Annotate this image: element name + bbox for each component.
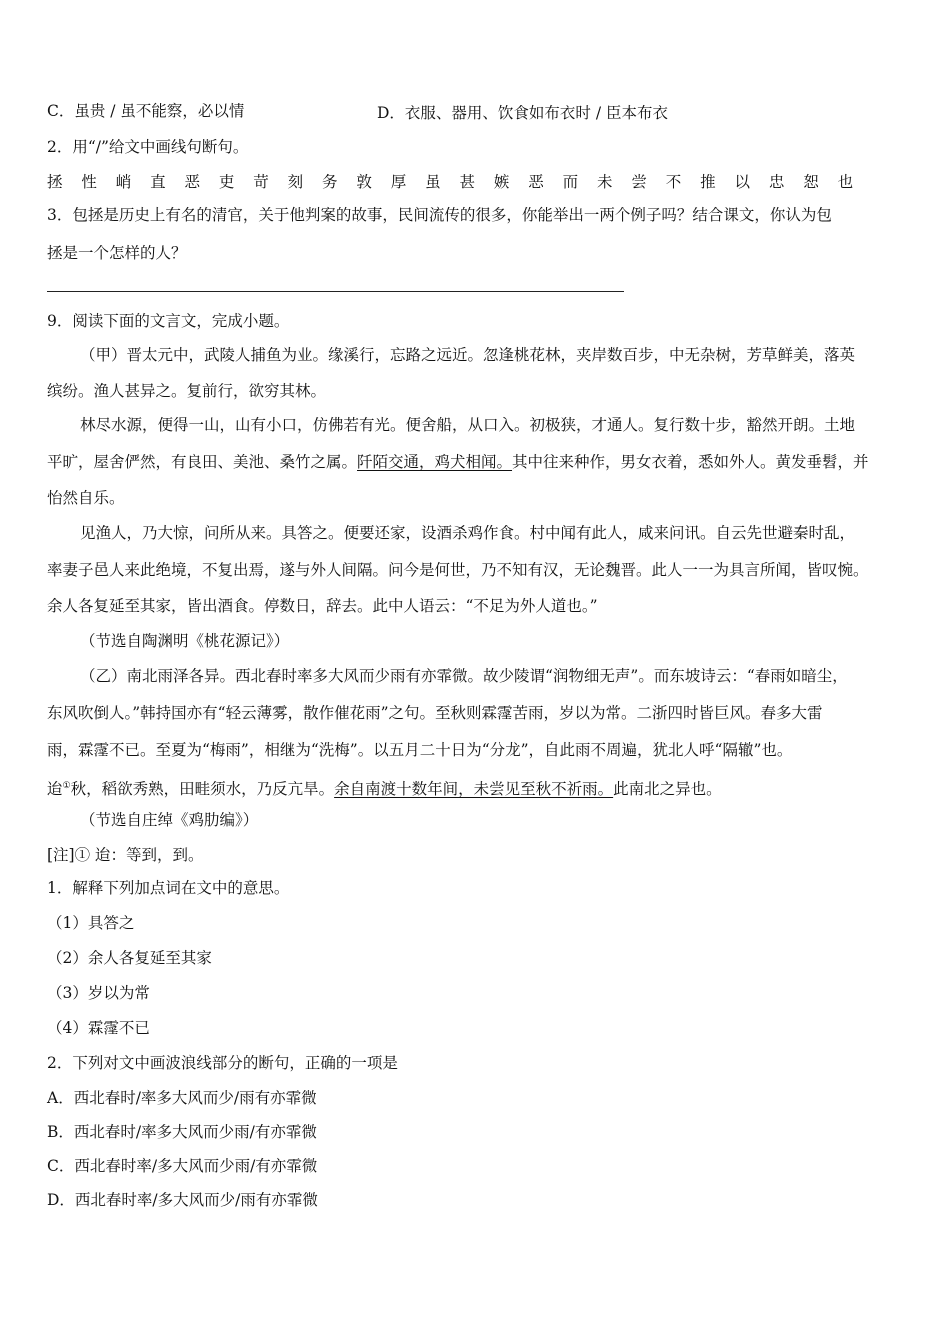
underlined-sentence: 阡陌交通，鸡犬相闻。 [357,453,513,471]
sub2-option-d: D．西北春时率/多大风而少/雨有亦霏微 [47,1191,318,1209]
jia-p2-line2-end: 其中往来种作，男女衣着，悉如外人。黄发垂髫，并 [512,453,869,471]
sub1-item-4: （4）霖霪不已 [47,1019,150,1037]
sub2-option-a: A．西北春时/率多大风而少/雨有亦霏微 [47,1089,317,1107]
jia-p2-line3: 怡然自乐。 [47,489,125,507]
question-2-text: 拯 性 峭 直 恶 吏 苛 刻 务 敦 厚 虽 甚 嫉 恶 而 未 尝 不 推 以 忠 恕 也 [47,173,861,191]
sub1-item-2: （2）余人各复延至其家 [47,949,212,967]
question-2: 2．用“/”给文中画线句断句。 [47,138,249,156]
yi-line3: 雨，霖霪不已。至夏为“梅雨”，相继为“洗梅”。以五月二十日为“分龙”，自此雨不周遍，犹北人呼“隔辙”也。 [47,741,793,759]
yi-line4-end: 此南北之异也。 [613,780,722,799]
option-c: C．虽贵 / 虽不能察，必以情 [47,102,245,120]
sub1-item-1: （1）具答之 [47,914,135,932]
sub2-option-b: B．西北春时/率多大风而少雨/有亦霏微 [47,1123,317,1141]
sub-question-2: 2．下列对文中画波浪线部分的断句，正确的一项是 [47,1054,398,1072]
footnote-mark: ① [62,781,71,791]
jia-p3-line2: 率妻子邑人来此绝境，不复出焉，遂与外人间隔。问今是何世，乃不知有汉，无论魏晋。此人一一为具言所闻，皆叹惋。 [47,561,869,579]
yi-line2: 东风吹倒人。”韩持国亦有“轻云薄雾，散作催花雨”之句。至秋则霖霪苦雨，岁以为常。二浙四时皆巨风。春多大雷 [47,704,823,722]
jia-p2-line2 [47,452,869,472]
question-3-line1: 3．包拯是历史上有名的清官，关于他判案的故事，民间流传的很多，你能举出一两个例子吗？结合课文，你认为包 [47,206,832,224]
option-d: D．衣服、器用、饮食如布衣时 / 臣本布衣 [377,104,669,122]
jia-p2-line2-start: 平旷，屋舍俨然，有良田、美池、桑竹之属。 [47,453,358,471]
sub2-option-c: C．西北春时率/多大风而少雨/有亦霏微 [47,1157,318,1175]
yi-line4 [47,776,722,799]
yi-line4-mid: 秋，稻欲秀熟，田畦须水，乃反亢旱。 [70,780,335,799]
jia-source: （节选自陶渊明《桃花源记》） [80,632,290,650]
yi-line1: （乙）南北雨泽各异。西北春时率多大风而少雨有亦霏微。故少陵谓“润物细无声”。而东坡诗云：“春雨如暗尘， [80,667,848,685]
jia-p1-line1: （甲）晋太元中，武陵人捕鱼为业。缘溪行，忘路之远近。忽逢桃花林，夹岸数百步，中无杂树，芳草鲜美，落英 [80,346,856,364]
sub1-item-3: （3）岁以为常 [47,984,150,1002]
jia-p2-line1: 林尽水源，便得一山，山有小口，仿佛若有光。便舍船，从口入。初极狭，才通人。复行数十步，豁然开朗。土地 [80,416,856,434]
sub-question-1: 1．解释下列加点词在文中的意思。 [47,879,290,897]
answer-line [47,291,624,292]
underlined-sentence-yi: 余自南渡十数年间，未尝见至秋不祈雨。 [334,780,614,799]
jia-p3-line1: 见渔人，乃大惊，问所从来。具答之。便要还家，设酒杀鸡作食。村中闻有此人，咸来问讯。自云先世避秦时乱， [80,524,856,542]
question-3-line2: 拯是一个怎样的人？ [47,244,187,262]
yi-source: （节选自庄绰《鸡肋编》） [80,811,259,829]
note: [注]① 迨：等到，到。 [47,846,204,864]
jia-p3-line3: 余人各复延至其家，皆出酒食。停数日，辞去。此中人语云：“不足为外人道也。” [47,597,598,615]
question-9-heading: 9．阅读下面的文言文，完成小题。 [47,312,290,330]
yi-line4-start: 迨 [47,780,63,799]
jia-p1-line2: 缤纷。渔人甚异之。复前行，欲穷其林。 [47,382,327,400]
